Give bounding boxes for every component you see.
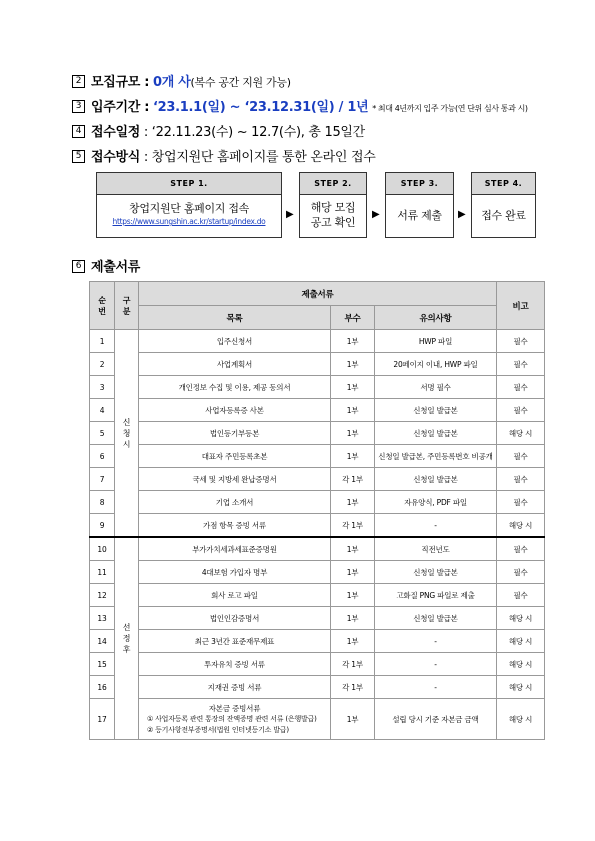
- step-text: 창업지원단 홈페이지 접속: [129, 202, 249, 215]
- section-number: 5: [72, 150, 85, 163]
- section-title: 제출서류: [91, 260, 141, 275]
- document-title: 자본금 증빙서류: [208, 703, 261, 713]
- copies-cell: 각 1부: [331, 468, 375, 491]
- header-category: 구 분: [115, 282, 139, 330]
- table-row: [90, 630, 545, 653]
- row-number: 5: [90, 422, 115, 445]
- arrow-icon: ▶: [286, 209, 294, 220]
- table-row: [90, 399, 545, 422]
- copies-cell: 각 1부: [331, 653, 375, 676]
- section-number: 3: [72, 100, 85, 113]
- document-item: 회사 로고 파일: [139, 584, 331, 607]
- row-number: 16: [90, 676, 115, 699]
- section-number: 4: [72, 125, 85, 138]
- document-item: 대표자 주민등록초본: [139, 445, 331, 468]
- row-number: 12: [90, 584, 115, 607]
- table-row: [90, 584, 545, 607]
- header-item: 목록: [139, 306, 331, 330]
- copies-cell: 1부: [331, 445, 375, 468]
- documents-table: [89, 281, 545, 740]
- document-item: 투자유치 증빙 서류: [139, 653, 331, 676]
- header-remarks: 비고: [497, 282, 545, 330]
- step-header: STEP 1.: [97, 173, 281, 195]
- caution-cell: 고화질 PNG 파일로 제출: [375, 584, 497, 607]
- copies-cell: 1부: [331, 561, 375, 584]
- table-row: [90, 653, 545, 676]
- remarks-cell: 해당 시: [497, 422, 545, 445]
- arrow-icon: ▶: [458, 209, 466, 220]
- table-row: [90, 699, 545, 740]
- remarks-cell: 해당 시: [497, 699, 545, 740]
- row-number: 17: [90, 699, 115, 740]
- document-item: 입주신청서: [139, 330, 331, 353]
- step-header: STEP 2.: [300, 173, 366, 195]
- table-row: [90, 607, 545, 630]
- header-number: 순 번: [90, 282, 115, 330]
- category-cell: 선 정 후: [115, 537, 139, 740]
- step-box-3: [385, 172, 454, 238]
- row-number: 15: [90, 653, 115, 676]
- table-row: [90, 422, 545, 445]
- step-header: STEP 3.: [386, 173, 453, 195]
- header-copies: 부수: [331, 306, 375, 330]
- header-caution: 유의사항: [375, 306, 497, 330]
- copies-cell: 1부: [331, 584, 375, 607]
- remarks-cell: 필수: [497, 399, 545, 422]
- remarks-cell: 필수: [497, 376, 545, 399]
- table-row: [90, 537, 545, 561]
- copies-cell: 각 1부: [331, 514, 375, 538]
- section-colon: :: [140, 150, 152, 165]
- document-item: 4대보험 가입자 명부: [139, 561, 331, 584]
- caution-cell: -: [375, 676, 497, 699]
- caution-cell: 신청일 발급본: [375, 468, 497, 491]
- document-item: 지재권 증빙 서류: [139, 676, 331, 699]
- copies-cell: 1부: [331, 422, 375, 445]
- table-row: [90, 376, 545, 399]
- row-number: 11: [90, 561, 115, 584]
- remarks-cell: 필수: [497, 561, 545, 584]
- section-note: * 최대 4년까지 입주 가능(연 단위 심사 통과 시): [372, 104, 528, 113]
- caution-cell: 신청일 발급본: [375, 561, 497, 584]
- section-schedule: [72, 121, 365, 140]
- caution-cell: -: [375, 653, 497, 676]
- section-method: [72, 146, 376, 165]
- table-row: [90, 514, 545, 538]
- caution-cell: 신청일 발급본, 주민등록번호 비공개: [375, 445, 497, 468]
- copies-cell: 1부: [331, 399, 375, 422]
- caution-cell: 신청일 발급본: [375, 422, 497, 445]
- remarks-cell: 필수: [497, 330, 545, 353]
- remarks-cell: 해당 시: [497, 630, 545, 653]
- caution-cell: -: [375, 514, 497, 538]
- section-documents: [72, 256, 140, 275]
- table-row: [90, 491, 545, 514]
- caution-cell: 서명 필수: [375, 376, 497, 399]
- copies-cell: 1부: [331, 607, 375, 630]
- table-row: [90, 468, 545, 491]
- section-title: 접수일정: [91, 125, 141, 140]
- section-note: (복수 공간 지원 가능): [190, 76, 291, 89]
- row-number: 10: [90, 537, 115, 561]
- document-subitem: ① 사업자등록 관련 통장의 잔액증명 관련 서류 (은행발급): [147, 714, 317, 723]
- caution-cell: -: [375, 630, 497, 653]
- homepage-link[interactable]: https://www.sungshin.ac.kr/startup/index.do: [112, 217, 266, 226]
- caution-cell: 신청일 발급본: [375, 399, 497, 422]
- caution-cell: 신청일 발급본: [375, 607, 497, 630]
- category-cell: 신 청 시: [115, 330, 139, 538]
- remarks-cell: 필수: [497, 584, 545, 607]
- row-number: 8: [90, 491, 115, 514]
- section-value: ‘23.1.1(일) ~ ‘23.12.31(일) / 1년: [153, 100, 369, 115]
- remarks-cell: 해당 시: [497, 653, 545, 676]
- step-text: 공고 확인: [310, 216, 356, 229]
- copies-cell: 1부: [331, 491, 375, 514]
- row-number: 2: [90, 353, 115, 376]
- row-number: 13: [90, 607, 115, 630]
- section-title: 입주기간 :: [91, 100, 150, 115]
- caution-cell: 20페이지 이내, HWP 파일: [375, 353, 497, 376]
- document-item: 국세 및 지방세 완납증명서: [139, 468, 331, 491]
- step-header: STEP 4.: [472, 173, 535, 195]
- row-number: 7: [90, 468, 115, 491]
- copies-cell: 1부: [331, 630, 375, 653]
- section-number: 2: [72, 75, 85, 88]
- section-value: ‘22.11.23(수) ~ 12.7(수), 총 15일간: [151, 125, 365, 140]
- section-value: 창업지원단 홈페이지를 통한 온라인 접수: [151, 150, 376, 165]
- arrow-icon: ▶: [372, 209, 380, 220]
- remarks-cell: 필수: [497, 353, 545, 376]
- document-item: 가점 항목 증빙 서류: [139, 514, 331, 538]
- document-item: 법인인감증명서: [139, 607, 331, 630]
- row-number: 14: [90, 630, 115, 653]
- row-number: 1: [90, 330, 115, 353]
- document-item: 부가가치세과세표준증명원: [139, 537, 331, 561]
- table-row: [90, 561, 545, 584]
- copies-cell: 1부: [331, 699, 375, 740]
- row-number: 4: [90, 399, 115, 422]
- section-move-in-period: [72, 96, 528, 115]
- step-box-2: [299, 172, 367, 238]
- caution-cell: 설립 당시 기준 자본금 금액: [375, 699, 497, 740]
- document-item: 법인등기부등본: [139, 422, 331, 445]
- document-item: [139, 699, 331, 740]
- document-item: 기업 소개서: [139, 491, 331, 514]
- copies-cell: 1부: [331, 537, 375, 561]
- section-value: 0개 사: [153, 75, 191, 90]
- caution-cell: 자유양식, PDF 파일: [375, 491, 497, 514]
- step-box-1: [96, 172, 282, 238]
- table-row: [90, 353, 545, 376]
- copies-cell: 각 1부: [331, 676, 375, 699]
- document-item: 개인정보 수집 및 이용, 제공 동의서: [139, 376, 331, 399]
- document-subitem: ② 등기사항전부증명서(법원 인터넷등기소 발급): [147, 725, 289, 734]
- row-number: 9: [90, 514, 115, 538]
- section-title: 모집규모 :: [91, 75, 150, 90]
- document-item: 최근 3년간 표준재무제표: [139, 630, 331, 653]
- row-number: 6: [90, 445, 115, 468]
- section-number: 6: [72, 260, 85, 273]
- copies-cell: 1부: [331, 353, 375, 376]
- step-box-4: [471, 172, 536, 238]
- copies-cell: 1부: [331, 376, 375, 399]
- remarks-cell: 해당 시: [497, 514, 545, 538]
- step-text: 접수 완료: [481, 209, 526, 222]
- section-recruit-size: [72, 71, 291, 90]
- section-colon: :: [140, 125, 152, 140]
- remarks-cell: 필수: [497, 468, 545, 491]
- remarks-cell: 해당 시: [497, 607, 545, 630]
- document-item: 사업계획서: [139, 353, 331, 376]
- remarks-cell: 필수: [497, 445, 545, 468]
- table-row: [90, 445, 545, 468]
- copies-cell: 1부: [331, 330, 375, 353]
- remarks-cell: 해당 시: [497, 676, 545, 699]
- caution-cell: 직전년도: [375, 537, 497, 561]
- step-text: 서류 제출: [397, 209, 442, 222]
- section-title: 접수방식: [91, 150, 141, 165]
- document-item: 사업자등록증 사본: [139, 399, 331, 422]
- header-documents: 제출서류: [139, 282, 497, 306]
- remarks-cell: 필수: [497, 491, 545, 514]
- remarks-cell: 필수: [497, 537, 545, 561]
- table-row: [90, 330, 545, 353]
- caution-cell: HWP 파일: [375, 330, 497, 353]
- table-row: [90, 676, 545, 699]
- row-number: 3: [90, 376, 115, 399]
- step-text: 해당 모집: [310, 201, 356, 214]
